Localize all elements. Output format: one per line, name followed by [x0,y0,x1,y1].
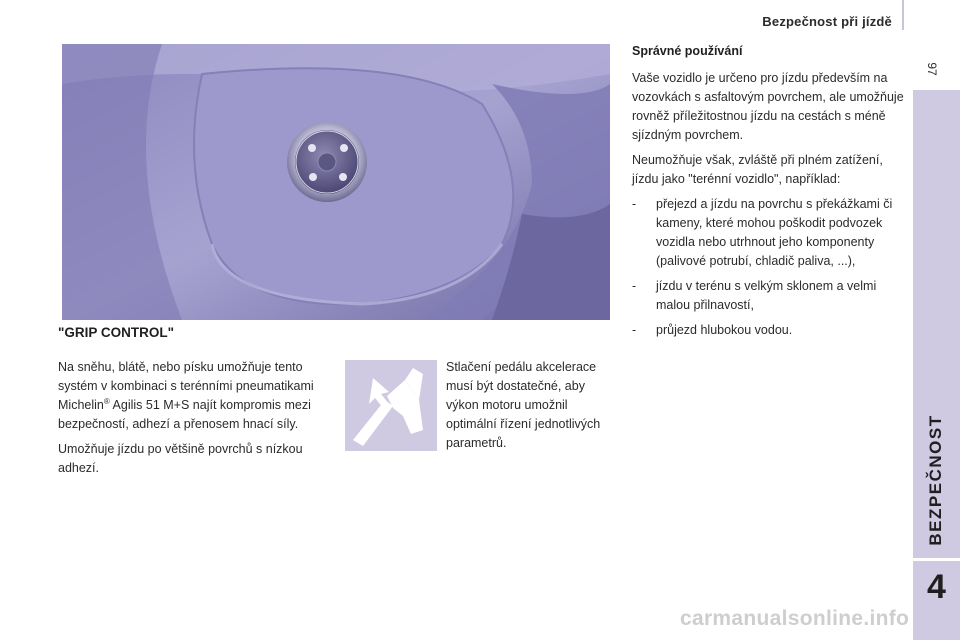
grip-control-photo [62,44,610,320]
proper-use-section [632,42,904,346]
list-item [632,321,904,340]
grip-control-knob [287,122,367,202]
pedal-press-icon [345,360,437,451]
list-dash: - [632,279,637,293]
registered-mark: ® [103,396,110,406]
header-divider [902,0,904,30]
header-title: Bezpečnost při jízdě [762,14,892,29]
grip-control-paragraph-1 [58,358,333,434]
pedal-note-text: Stlačení pedálu akcelerace musí být dostatečné, aby výkon motoru umožnil optimální řízení jednotlivých parametrů. [446,360,601,450]
section-heading-grip-control: "GRIP CONTROL" [58,325,175,340]
paragraph-text: Agilis 51 M+S najít kompromis mezi bezpečností, adhezí a přenosem hnací síly. [58,398,311,431]
chapter-number: 4 [927,568,946,606]
dashboard-illustration [62,44,610,320]
list-item-text: přejezd a jízdu na povrchu s překážkami či kameny, které mohou poškodit podvozek vozidla nebo utrhnout jeho komponenty (palivové potrubí, chladič paliva, ...), [656,197,893,268]
list-item [632,195,904,271]
side-tab-divider [913,558,960,561]
pedal-note [446,358,621,459]
grip-control-description [58,358,333,484]
accelerator-pedal-illustration [345,360,437,451]
list-dash: - [632,323,637,337]
proper-use-heading: Správné používání [632,44,743,58]
grip-control-paragraph-2: Umožňuje jízdu po většině povrchů s nízkou adhezí. [58,442,303,475]
list-dash: - [632,197,637,211]
restriction-list [632,195,904,340]
list-item-text: průjezd hlubokou vodou. [656,323,793,337]
proper-use-paragraph-1: Vaše vozidlo je určeno pro jízdu především na vozovkách s asfaltovým povrchem, ale umožňuje rovněž příležitostnou jízdu na cestách s méně sjízdným povrchem. [632,71,904,142]
page-number: 97 [925,62,939,76]
list-item [632,277,904,315]
list-item-text: jízdu v terénu s velkým sklonem a velmi malou přilnavostí, [656,279,877,312]
chapter-name: BEZPEČNOST [926,414,945,546]
paragraph-text: Na sněhu, blátě, nebo písku umožňuje tento systém v kombinaci s terénními pneumatikami Michelin [58,360,314,412]
proper-use-paragraph-2: Neumožňuje však, zvláště při plném zatížení, jízdu jako "terénní vozidlo", například: [632,153,883,186]
watermark: carmanualsonline.info [680,607,910,630]
